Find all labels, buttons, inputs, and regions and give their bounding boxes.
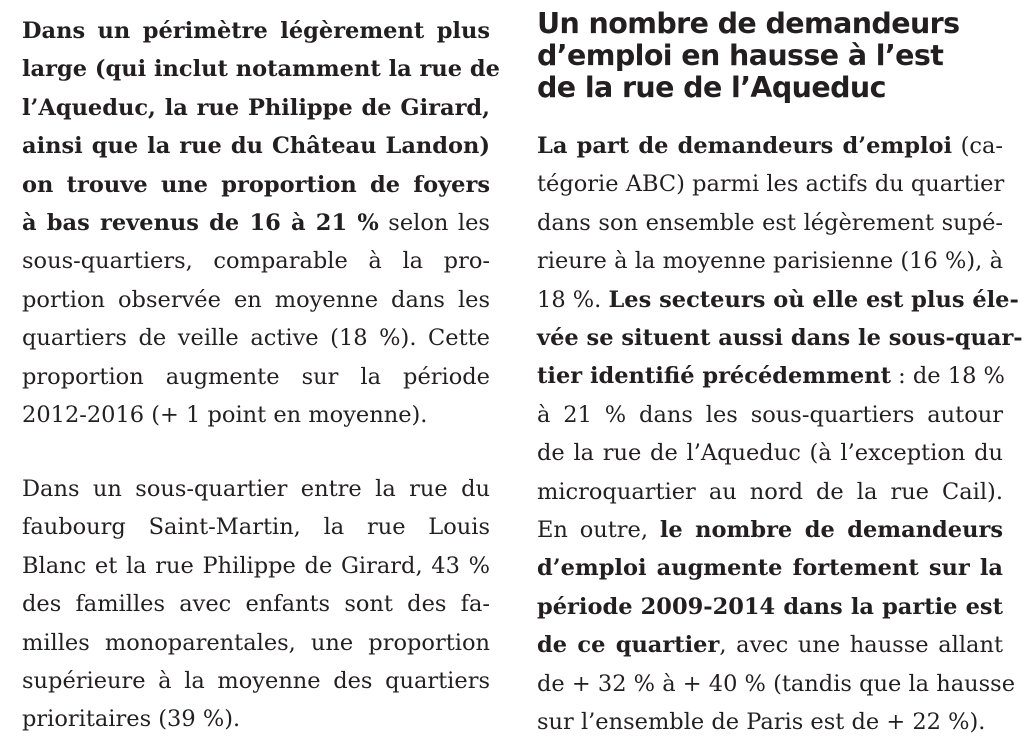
bold-text: tier identifié précédemment xyxy=(537,363,891,390)
text: portion observée en moyenne dans les xyxy=(22,286,490,313)
text: microquartier au nord de la rue Cail). xyxy=(537,478,1003,505)
text-line xyxy=(537,319,1023,357)
bold-text: de ce quartier xyxy=(537,632,720,659)
left-paragraph-2 xyxy=(22,470,490,739)
text-line xyxy=(537,511,1003,549)
bold-text: d’emploi augmente fortement sur la xyxy=(537,555,1003,582)
bold-text: large (qui inclut notamment la rue de xyxy=(22,56,500,83)
text-line xyxy=(22,319,490,357)
text-line xyxy=(537,549,1003,587)
text-line xyxy=(22,204,490,242)
heading-line: Un nombre de demandeurs xyxy=(537,7,960,40)
text-line xyxy=(537,665,1016,703)
text-line xyxy=(537,473,1003,511)
text: milles monoparentales, une proportion xyxy=(22,629,490,656)
text-line xyxy=(22,242,490,280)
text-line xyxy=(22,624,490,662)
bold-text: Dans un périmètre légèrement plus xyxy=(22,18,490,44)
right-paragraph-1 xyxy=(537,127,1023,742)
text: de + 32 % à + 40 % (tandis que la hausse xyxy=(537,670,1016,697)
text: selon les xyxy=(378,210,490,237)
text-line xyxy=(22,662,490,700)
left-paragraph-1 xyxy=(22,12,500,434)
text-line xyxy=(537,165,1003,203)
text-line xyxy=(537,204,1003,242)
text: à 21 % dans les sous-quartiers autour xyxy=(537,401,1003,428)
text: tégorie ABC) parmi les actifs du quartier xyxy=(537,171,1005,198)
text: rieure à la moyenne parisienne (16 %), à xyxy=(537,248,1003,275)
text-line xyxy=(22,470,490,508)
bold-text: à bas revenus de 16 à 21 % xyxy=(22,210,379,237)
text-line xyxy=(22,89,490,127)
bold-text: vée se situent aussi dans le sous-quar- xyxy=(537,325,1023,352)
text-line xyxy=(22,585,490,623)
heading-line: d’emploi en hausse à l’est xyxy=(537,38,944,72)
section-heading xyxy=(537,8,1003,103)
text: 2012-2016 (+ 1 point en moyenne). xyxy=(22,402,428,429)
text-line xyxy=(22,508,490,546)
text: Dans un sous-quartier entre la rue du xyxy=(22,476,490,502)
text-line xyxy=(537,434,1003,472)
text-line xyxy=(22,281,490,319)
text: En outre, xyxy=(537,517,660,544)
text-line xyxy=(537,242,1003,280)
text-line xyxy=(22,358,490,396)
bold-text: l’Aqueduc, la rue Philippe de Girard, xyxy=(22,94,490,121)
text-line xyxy=(537,127,1003,165)
text-line xyxy=(22,166,490,204)
text: supérieure à la moyenne des quartiers xyxy=(22,668,490,695)
text-line xyxy=(537,626,1003,664)
text: , avec une hausse allant xyxy=(719,632,1003,659)
text-line xyxy=(22,547,490,585)
bold-text: période 2009-2014 dans la partie est xyxy=(537,593,1003,620)
text: (ca- xyxy=(952,133,1003,159)
text: dans son ensemble est légèrement supé- xyxy=(537,209,1003,236)
text-line xyxy=(537,357,1003,395)
text-line xyxy=(537,281,1019,319)
text: sous-quartiers, comparable à la pro- xyxy=(22,248,490,275)
text: de la rue de l’Aqueduc (à l’exception du xyxy=(537,440,1003,467)
text-line xyxy=(537,588,1003,626)
text: proportion augmente sur la période xyxy=(22,363,490,390)
text-line xyxy=(22,50,500,88)
bold-text: Les secteurs où elle est plus éle- xyxy=(608,286,1019,313)
heading-line: de la rue de l’Aqueduc xyxy=(537,70,886,104)
text: : de 18 % xyxy=(891,363,1005,390)
text: sur l’ensemble de Paris est de + 22 %). xyxy=(537,709,986,736)
text: quartiers de veille active (18 %). Cette xyxy=(22,325,490,352)
text-line xyxy=(537,703,1003,741)
text: prioritaires (39 %). xyxy=(22,706,241,733)
text: Blanc et la rue Philippe de Girard, 43 % xyxy=(22,552,490,579)
bold-text: on trouve une proportion de foyers xyxy=(22,171,490,198)
text-line xyxy=(22,127,490,165)
text-line xyxy=(22,396,490,434)
text-line xyxy=(537,396,1003,434)
text: 18 %. xyxy=(537,286,609,313)
bold-text: ainsi que la rue du Château Landon) xyxy=(22,133,490,160)
text: des familles avec enfants sont des fa- xyxy=(22,591,490,618)
bold-text: La part de demandeurs d’emploi xyxy=(537,133,953,159)
text-line xyxy=(22,700,490,738)
bold-text: le nombre de demandeurs xyxy=(659,517,1003,544)
text: faubourg Saint-Martin, la rue Louis xyxy=(22,514,490,541)
text-line xyxy=(22,12,490,50)
